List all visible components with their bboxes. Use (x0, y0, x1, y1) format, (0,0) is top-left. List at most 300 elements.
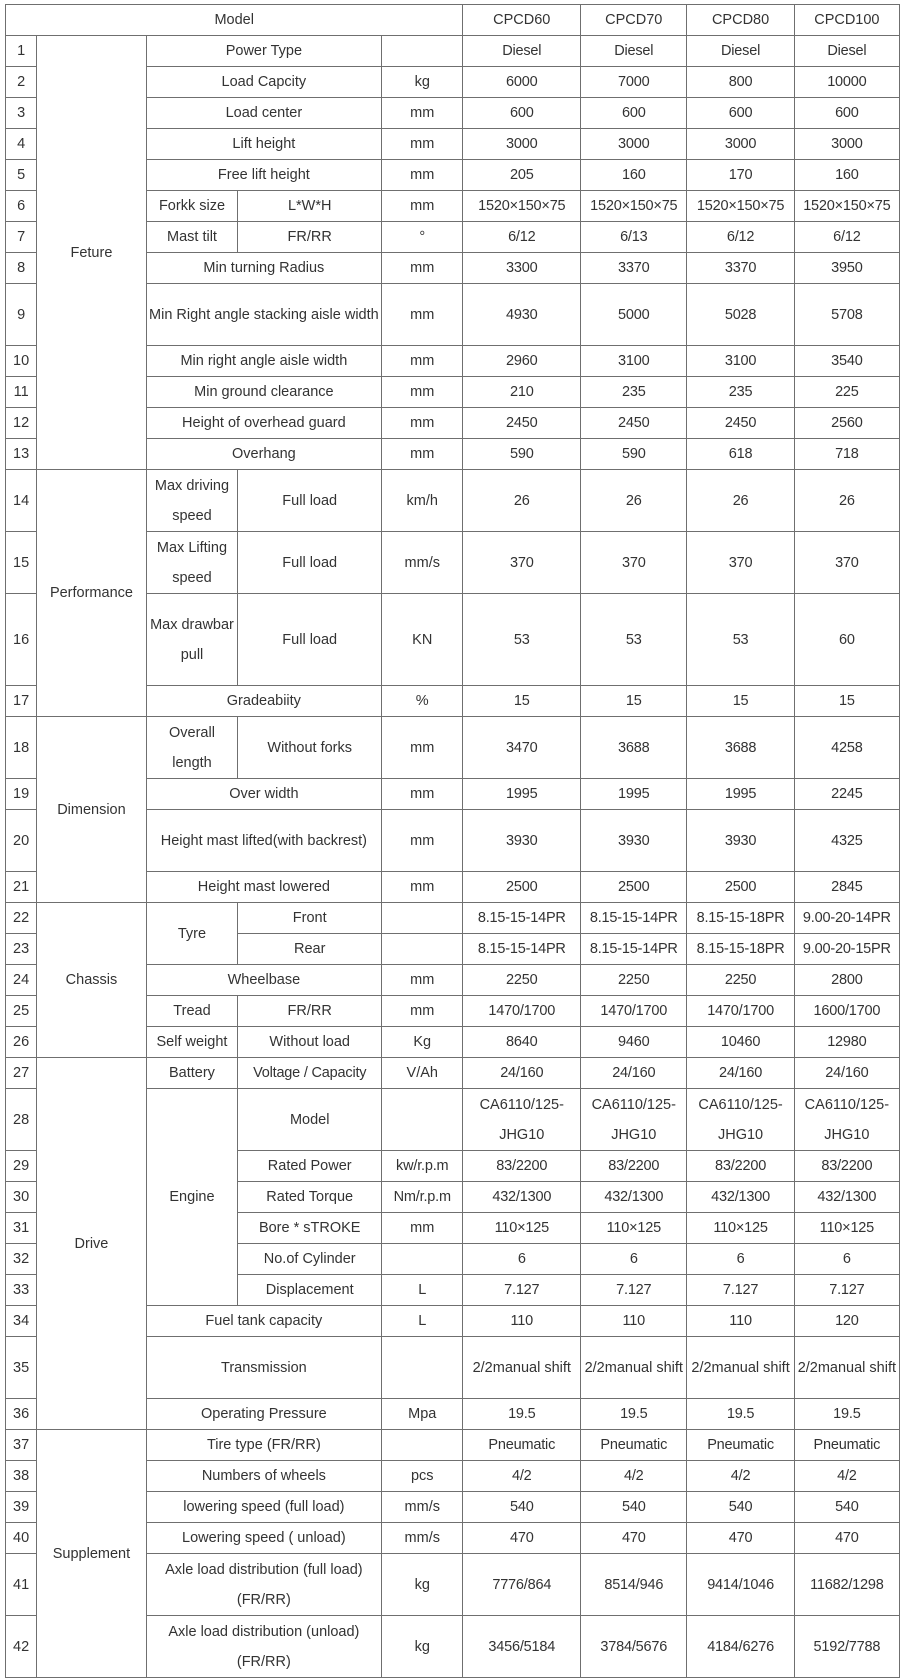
row-number: 20 (6, 810, 37, 872)
spec-value: 10460 (687, 1027, 794, 1058)
spec-value: 235 (581, 377, 687, 408)
spec-value: 19.5 (687, 1399, 794, 1430)
row-number: 25 (6, 996, 37, 1027)
spec-value: 1995 (463, 779, 581, 810)
spec-unit (382, 36, 463, 67)
spec-value: 10000 (794, 67, 899, 98)
row-number: 27 (6, 1058, 37, 1089)
spec-value: 2450 (463, 408, 581, 439)
spec-value: 3000 (794, 129, 899, 160)
spec-unit: Mpa (382, 1399, 463, 1430)
spec-sublabel: Rear (238, 934, 382, 965)
row-number: 22 (6, 903, 37, 934)
spec-value: 6/12 (463, 222, 581, 253)
row-number: 37 (6, 1430, 37, 1461)
row-number: 4 (6, 129, 37, 160)
spec-value: 3000 (687, 129, 794, 160)
spec-value: 9414/1046 (687, 1554, 794, 1616)
spec-value: Diesel (687, 36, 794, 67)
spec-sublabel: FR/RR (238, 222, 382, 253)
spec-value: 26 (581, 470, 687, 532)
spec-label: Mast tilt (146, 222, 238, 253)
spec-value: 9.00-20-14PR (794, 903, 899, 934)
spec-label: Overall length (146, 717, 238, 779)
spec-value: 5000 (581, 284, 687, 346)
table-row (6, 903, 900, 934)
row-number: 15 (6, 532, 37, 594)
spec-value: 600 (687, 98, 794, 129)
table-row (6, 470, 900, 532)
spec-value: 4/2 (687, 1461, 794, 1492)
spec-value: CA6110/125-JHG10 (463, 1089, 581, 1151)
spec-label: Min ground clearance (146, 377, 381, 408)
spec-unit: L (382, 1306, 463, 1337)
spec-value: 3930 (687, 810, 794, 872)
spec-label: Self weight (146, 1027, 238, 1058)
spec-label: Operating Pressure (146, 1399, 381, 1430)
spec-value: 19.5 (463, 1399, 581, 1430)
spec-value: 53 (463, 594, 581, 686)
spec-value: 6 (794, 1244, 899, 1275)
spec-label: lowering speed (full load) (146, 1492, 381, 1523)
spec-label: Max drawbar pull (146, 594, 238, 686)
row-number: 31 (6, 1213, 37, 1244)
spec-value: 2/2manual shift (463, 1337, 581, 1399)
spec-value: 53 (687, 594, 794, 686)
spec-unit (382, 1430, 463, 1461)
spec-value: 3370 (581, 253, 687, 284)
spec-value: 110×125 (687, 1213, 794, 1244)
spec-value: 800 (687, 67, 794, 98)
spec-value: 3688 (687, 717, 794, 779)
spec-value: 24/160 (463, 1058, 581, 1089)
spec-unit: mm (382, 377, 463, 408)
spec-value: 83/2200 (581, 1151, 687, 1182)
spec-sublabel: Rated Torque (238, 1182, 382, 1213)
spec-value: 24/160 (794, 1058, 899, 1089)
spec-unit: mm (382, 439, 463, 470)
spec-value: 2250 (687, 965, 794, 996)
row-number: 11 (6, 377, 37, 408)
spec-label: Lift height (146, 129, 381, 160)
spec-unit: mm (382, 253, 463, 284)
spec-label: Height mast lowered (146, 872, 381, 903)
spec-value: 6/12 (794, 222, 899, 253)
spec-value: 8.15-15-18PR (687, 934, 794, 965)
spec-value: 600 (794, 98, 899, 129)
spec-value: 19.5 (794, 1399, 899, 1430)
spec-label: Engine (146, 1089, 238, 1306)
spec-value: 1520×150×75 (794, 191, 899, 222)
spec-unit: mm (382, 779, 463, 810)
spec-value: 7.127 (463, 1275, 581, 1306)
spec-unit: mm (382, 408, 463, 439)
spec-label: Battery (146, 1058, 238, 1089)
spec-value: 9460 (581, 1027, 687, 1058)
spec-label: Tyre (146, 903, 238, 965)
row-number: 6 (6, 191, 37, 222)
row-number: 30 (6, 1182, 37, 1213)
spec-value: 2/2manual shift (794, 1337, 899, 1399)
spec-sublabel: L*W*H (238, 191, 382, 222)
row-number: 42 (6, 1616, 37, 1678)
spec-label: Free lift height (146, 160, 381, 191)
spec-value: 2/2manual shift (687, 1337, 794, 1399)
spec-sublabel: Without load (238, 1027, 382, 1058)
spec-value: 3100 (687, 346, 794, 377)
spec-sublabel: Full load (238, 470, 382, 532)
row-number: 38 (6, 1461, 37, 1492)
spec-value: 2500 (581, 872, 687, 903)
spec-value: 7.127 (687, 1275, 794, 1306)
spec-label: Axle load distribution (unload) (FR/RR) (146, 1616, 381, 1678)
spec-value: 470 (794, 1523, 899, 1554)
table-row (6, 36, 900, 67)
spec-label: Min turning Radius (146, 253, 381, 284)
spec-unit: KN (382, 594, 463, 686)
spec-value: Diesel (581, 36, 687, 67)
spec-value: 2500 (463, 872, 581, 903)
spec-unit: mm/s (382, 1492, 463, 1523)
spec-label: Max driving speed (146, 470, 238, 532)
spec-label: Height of overhead guard (146, 408, 381, 439)
spec-unit: ° (382, 222, 463, 253)
spec-value: 110×125 (581, 1213, 687, 1244)
spec-value: 3000 (463, 129, 581, 160)
spec-value: 540 (463, 1492, 581, 1523)
spec-value: 2960 (463, 346, 581, 377)
spec-unit: mm (382, 965, 463, 996)
spec-sublabel: Rated Power (238, 1151, 382, 1182)
spec-label: Height mast lifted(with backrest) (146, 810, 381, 872)
spec-value: 600 (581, 98, 687, 129)
spec-unit: mm (382, 872, 463, 903)
table-row (6, 717, 900, 779)
spec-label: Wheelbase (146, 965, 381, 996)
spec-value: 235 (687, 377, 794, 408)
row-number: 8 (6, 253, 37, 284)
spec-label: Min Right angle stacking aisle width (146, 284, 381, 346)
spec-value: 432/1300 (687, 1182, 794, 1213)
spec-unit: mm (382, 996, 463, 1027)
row-number: 40 (6, 1523, 37, 1554)
spec-value: 1470/1700 (687, 996, 794, 1027)
spec-sublabel: Full load (238, 532, 382, 594)
spec-value: 370 (581, 532, 687, 594)
spec-value: 24/160 (687, 1058, 794, 1089)
spec-unit (382, 1089, 463, 1151)
spec-unit: mm (382, 810, 463, 872)
spec-value: 26 (463, 470, 581, 532)
spec-unit: kg (382, 1616, 463, 1678)
group-label: Dimension (37, 717, 146, 903)
spec-value: 540 (581, 1492, 687, 1523)
spec-sublabel: Displacement (238, 1275, 382, 1306)
header-row (6, 5, 900, 36)
spec-label: Tread (146, 996, 238, 1027)
spec-label: Max Lifting speed (146, 532, 238, 594)
row-number: 23 (6, 934, 37, 965)
row-number: 13 (6, 439, 37, 470)
spec-value: 1520×150×75 (581, 191, 687, 222)
spec-value: 19.5 (581, 1399, 687, 1430)
row-number: 14 (6, 470, 37, 532)
spec-value: CA6110/125-JHG10 (687, 1089, 794, 1151)
spec-unit: kg (382, 67, 463, 98)
spec-value: 3784/5676 (581, 1616, 687, 1678)
spec-value: 6/13 (581, 222, 687, 253)
spec-value: 15 (463, 686, 581, 717)
row-number: 19 (6, 779, 37, 810)
spec-value: 110 (687, 1306, 794, 1337)
group-label: Feture (37, 36, 146, 470)
spec-value: 6 (463, 1244, 581, 1275)
spec-value: 432/1300 (463, 1182, 581, 1213)
spec-value: 205 (463, 160, 581, 191)
spec-value: 120 (794, 1306, 899, 1337)
spec-unit: mm (382, 346, 463, 377)
spec-label: Over width (146, 779, 381, 810)
spec-value: 3470 (463, 717, 581, 779)
spec-value: 170 (687, 160, 794, 191)
row-number: 7 (6, 222, 37, 253)
spec-unit: mm (382, 717, 463, 779)
spec-value: 8.15-15-14PR (463, 903, 581, 934)
spec-value: Diesel (463, 36, 581, 67)
spec-value: 3000 (581, 129, 687, 160)
spec-value: 60 (794, 594, 899, 686)
spec-value: 470 (581, 1523, 687, 1554)
row-number: 9 (6, 284, 37, 346)
spec-value: 718 (794, 439, 899, 470)
spec-value: 3100 (581, 346, 687, 377)
spec-value: 6000 (463, 67, 581, 98)
model-name: CPCD100 (794, 5, 899, 36)
spec-unit: kg (382, 1554, 463, 1616)
spec-unit: mm/s (382, 532, 463, 594)
spec-value: 540 (794, 1492, 899, 1523)
spec-value: 210 (463, 377, 581, 408)
spec-value: 15 (687, 686, 794, 717)
row-number: 36 (6, 1399, 37, 1430)
spec-value: 3930 (463, 810, 581, 872)
spec-value: Pneumatic (687, 1430, 794, 1461)
spec-value: 1600/1700 (794, 996, 899, 1027)
spec-value: 83/2200 (794, 1151, 899, 1182)
spec-value: 8514/946 (581, 1554, 687, 1616)
row-number: 35 (6, 1337, 37, 1399)
spec-value: 2450 (687, 408, 794, 439)
spec-unit: kw/r.p.m (382, 1151, 463, 1182)
spec-value: 8.15-15-14PR (581, 903, 687, 934)
row-number: 2 (6, 67, 37, 98)
spec-label: Power Type (146, 36, 381, 67)
spec-value: Diesel (794, 36, 899, 67)
spec-value: 370 (794, 532, 899, 594)
spec-unit: % (382, 686, 463, 717)
group-label: Chassis (37, 903, 146, 1058)
spec-value: 3688 (581, 717, 687, 779)
group-label: Performance (37, 470, 146, 717)
spec-unit (382, 1337, 463, 1399)
spec-value: 1995 (581, 779, 687, 810)
row-number: 39 (6, 1492, 37, 1523)
spec-value: 1470/1700 (581, 996, 687, 1027)
spec-value: Pneumatic (794, 1430, 899, 1461)
spec-value: 1995 (687, 779, 794, 810)
spec-value: 5708 (794, 284, 899, 346)
spec-sublabel: FR/RR (238, 996, 382, 1027)
spec-value: CA6110/125-JHG10 (581, 1089, 687, 1151)
spec-label: Numbers of wheels (146, 1461, 381, 1492)
spec-value: 8640 (463, 1027, 581, 1058)
spec-value: 83/2200 (687, 1151, 794, 1182)
spec-value: 26 (794, 470, 899, 532)
spec-value: 2245 (794, 779, 899, 810)
spec-value: 4258 (794, 717, 899, 779)
spec-value: 3300 (463, 253, 581, 284)
table-row (6, 1058, 900, 1089)
spec-sublabel: Bore * sTROKE (238, 1213, 382, 1244)
spec-unit: L (382, 1275, 463, 1306)
row-number: 21 (6, 872, 37, 903)
spec-value: 1520×150×75 (687, 191, 794, 222)
spec-value: 12980 (794, 1027, 899, 1058)
spec-sublabel: No.of Cylinder (238, 1244, 382, 1275)
spec-value: 4184/6276 (687, 1616, 794, 1678)
spec-unit (382, 934, 463, 965)
spec-label: Tire type (FR/RR) (146, 1430, 381, 1461)
spec-value: 160 (794, 160, 899, 191)
spec-label: Load Capcity (146, 67, 381, 98)
spec-value: CA6110/125-JHG10 (794, 1089, 899, 1151)
row-number: 18 (6, 717, 37, 779)
row-number: 41 (6, 1554, 37, 1616)
spec-value: 370 (463, 532, 581, 594)
spec-value: 7000 (581, 67, 687, 98)
spec-label: Fuel tank capacity (146, 1306, 381, 1337)
spec-unit: km/h (382, 470, 463, 532)
spec-value: 110 (463, 1306, 581, 1337)
spec-label: Axle load distribution (full load) (FR/RR) (146, 1554, 381, 1616)
spec-value: 2450 (581, 408, 687, 439)
spec-value: 7776/864 (463, 1554, 581, 1616)
spec-unit (382, 903, 463, 934)
table-row (6, 1430, 900, 1461)
spec-sublabel: Without forks (238, 717, 382, 779)
row-number: 3 (6, 98, 37, 129)
spec-value: 4930 (463, 284, 581, 346)
spec-value: 618 (687, 439, 794, 470)
spec-value: 4/2 (581, 1461, 687, 1492)
spec-value: 53 (581, 594, 687, 686)
spec-value: 5028 (687, 284, 794, 346)
spec-value: 3950 (794, 253, 899, 284)
spec-value: 3370 (687, 253, 794, 284)
spec-value: 15 (581, 686, 687, 717)
spec-value: 590 (581, 439, 687, 470)
model-name: CPCD80 (687, 5, 794, 36)
spec-table (5, 4, 900, 1678)
spec-label: Gradeabiity (146, 686, 381, 717)
row-number: 28 (6, 1089, 37, 1151)
spec-value: 2500 (687, 872, 794, 903)
spec-value: 540 (687, 1492, 794, 1523)
spec-sublabel: Voltage / Capacity (238, 1058, 382, 1089)
spec-value: 2250 (463, 965, 581, 996)
spec-unit (382, 1244, 463, 1275)
spec-value: 590 (463, 439, 581, 470)
model-name: CPCD60 (463, 5, 581, 36)
spec-label: Load center (146, 98, 381, 129)
spec-value: 470 (687, 1523, 794, 1554)
spec-value: 3456/5184 (463, 1616, 581, 1678)
spec-value: 470 (463, 1523, 581, 1554)
spec-unit: mm (382, 191, 463, 222)
row-number: 1 (6, 36, 37, 67)
spec-value: 15 (794, 686, 899, 717)
spec-unit: mm (382, 98, 463, 129)
spec-value: 4/2 (794, 1461, 899, 1492)
row-number: 10 (6, 346, 37, 377)
row-number: 12 (6, 408, 37, 439)
spec-value: 6 (687, 1244, 794, 1275)
spec-value: 6 (581, 1244, 687, 1275)
spec-value: 5192/7788 (794, 1616, 899, 1678)
spec-value: 24/160 (581, 1058, 687, 1089)
spec-value: 225 (794, 377, 899, 408)
spec-value: 8.15-15-14PR (581, 934, 687, 965)
spec-unit: Nm/r.p.m (382, 1182, 463, 1213)
group-label: Drive (37, 1058, 146, 1430)
spec-sublabel: Model (238, 1089, 382, 1151)
spec-value: 7.127 (794, 1275, 899, 1306)
spec-value: 26 (687, 470, 794, 532)
spec-value: 4/2 (463, 1461, 581, 1492)
row-number: 34 (6, 1306, 37, 1337)
spec-value: Pneumatic (463, 1430, 581, 1461)
spec-value: 2560 (794, 408, 899, 439)
spec-value: 4325 (794, 810, 899, 872)
spec-sublabel: Full load (238, 594, 382, 686)
row-number: 24 (6, 965, 37, 996)
spec-unit: mm (382, 160, 463, 191)
row-number: 29 (6, 1151, 37, 1182)
row-number: 5 (6, 160, 37, 191)
spec-unit: mm (382, 1213, 463, 1244)
spec-value: 160 (581, 160, 687, 191)
spec-value: 7.127 (581, 1275, 687, 1306)
row-number: 17 (6, 686, 37, 717)
spec-value: 83/2200 (463, 1151, 581, 1182)
spec-label: Overhang (146, 439, 381, 470)
spec-value: 600 (463, 98, 581, 129)
spec-value: 2/2manual shift (581, 1337, 687, 1399)
spec-unit: mm (382, 284, 463, 346)
spec-value: 2800 (794, 965, 899, 996)
model-header: Model (6, 5, 463, 36)
spec-unit: mm (382, 129, 463, 160)
spec-unit: Kg (382, 1027, 463, 1058)
spec-value: 3540 (794, 346, 899, 377)
spec-value: 110×125 (794, 1213, 899, 1244)
spec-label: Min right angle aisle width (146, 346, 381, 377)
spec-label: Lowering speed ( unload) (146, 1523, 381, 1554)
model-name: CPCD70 (581, 5, 687, 36)
spec-value: 6/12 (687, 222, 794, 253)
spec-label: Forkk size (146, 191, 238, 222)
row-number: 33 (6, 1275, 37, 1306)
